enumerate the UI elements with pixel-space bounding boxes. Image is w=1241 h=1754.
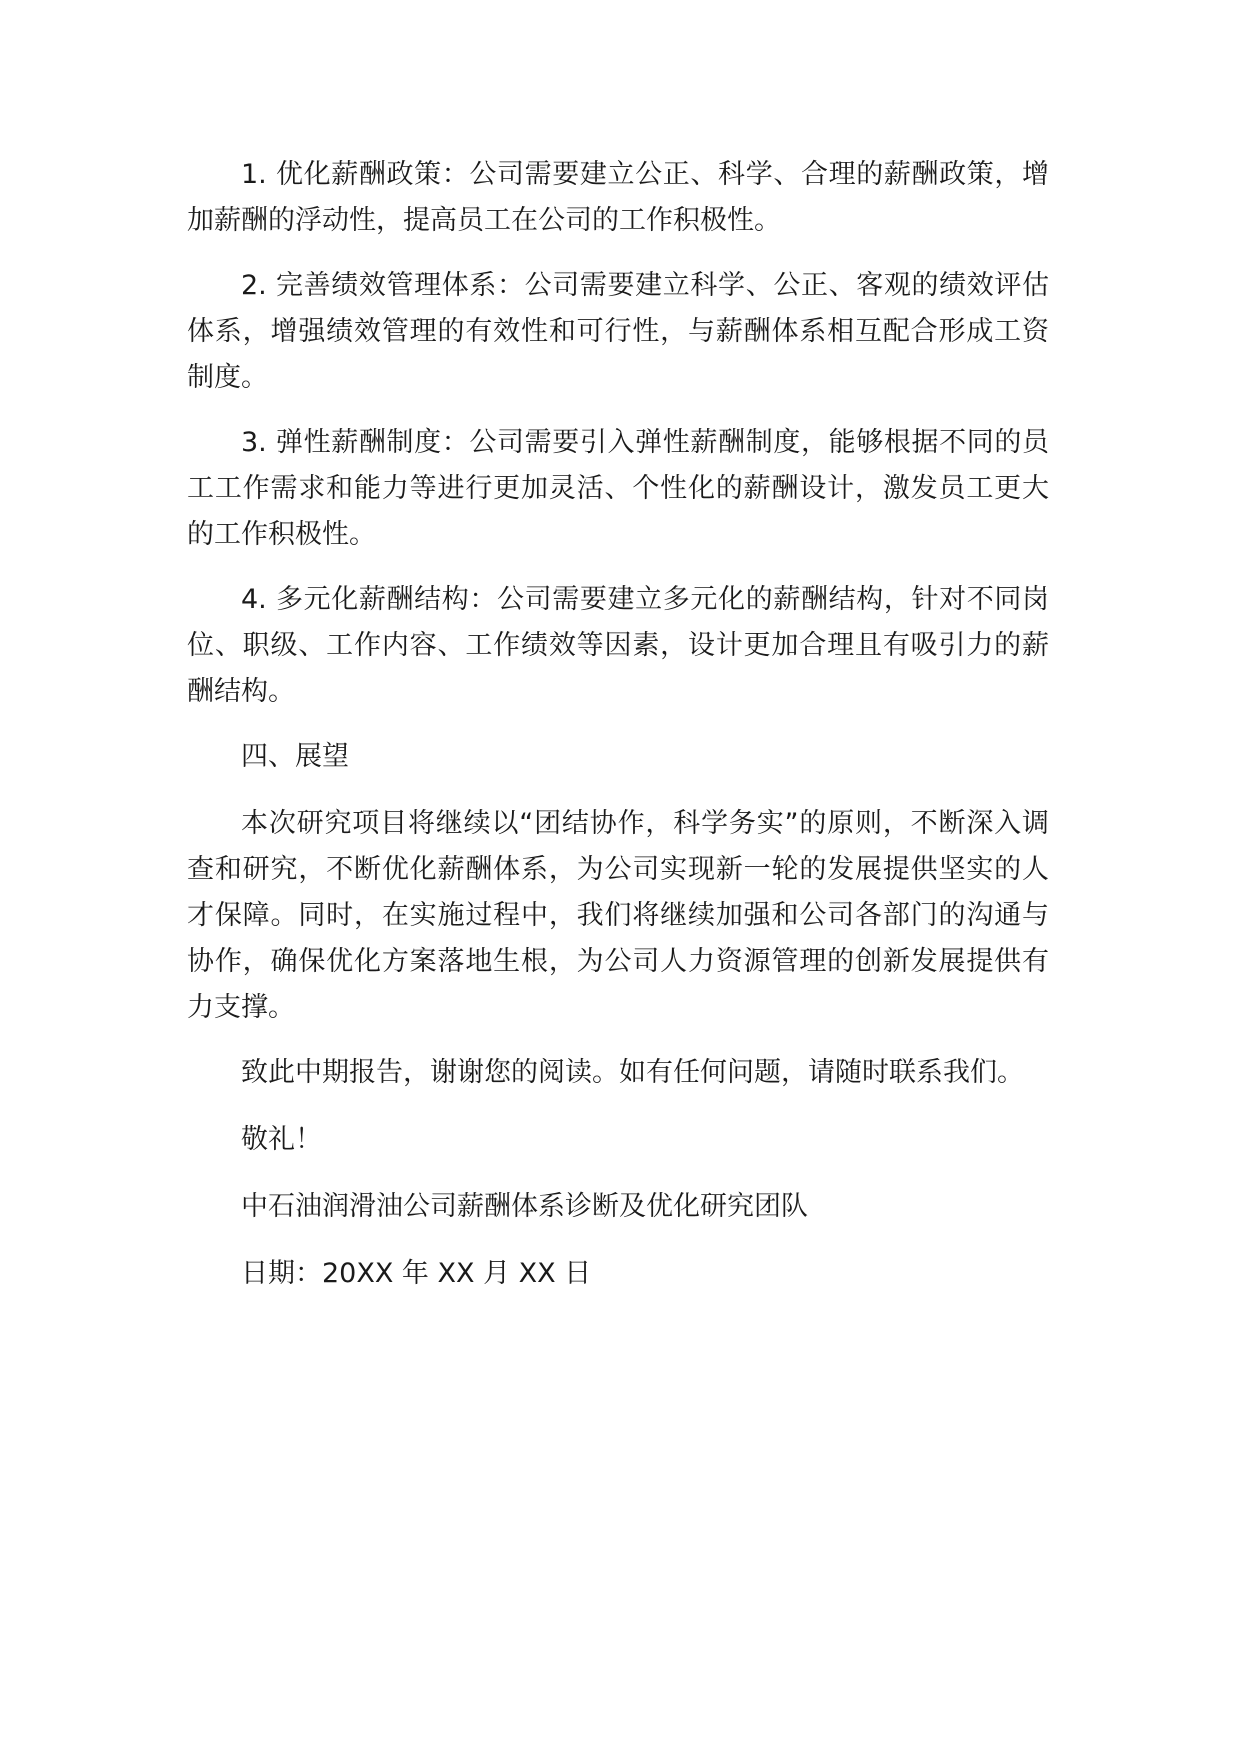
paragraph-flexible-salary: 3. 弹性薪酬制度：公司需要引入弹性薪酬制度，能够根据不同的员工工作需求和能力等进行更加灵活、个性化的薪酬设计，激发员工更大的工作积极性。 [187, 427, 1049, 550]
paragraph-diversified-structure: 4. 多元化薪酬结构：公司需要建立多元化的薪酬结构，针对不同岗位、职级、工作内容、工作绩效等因素，设计更加合理且有吸引力的薪酬结构。 [187, 584, 1049, 707]
paragraph-optimize-salary-policy: 1. 优化薪酬政策：公司需要建立公正、科学、合理的薪酬政策，增加薪酬的浮动性，提高员工在公司的工作积极性。 [187, 159, 1049, 236]
paragraph-outlook: 本次研究项目将继续以“团结协作，科学务实”的原则，不断深入调查和研究，不断优化薪酬体系，为公司实现新一轮的发展提供坚实的人才保障。同时，在实施过程中，我们将继续加强和公司各部门的沟通与协作，确保优化方案落地生根，为公司人力资源管理的创新发展提供有力支撑。 [187, 808, 1049, 1023]
document-body [187, 152, 1049, 1318]
paragraph-performance-management: 2. 完善绩效管理体系：公司需要建立科学、公正、客观的绩效评估体系，增强绩效管理的有效性和可行性，与薪酬体系相互配合形成工资制度。 [187, 270, 1049, 393]
signature-date: 日期：20XX 年 XX 月 XX 日 [241, 1258, 592, 1289]
section-heading-outlook: 四、展望 [241, 741, 349, 772]
salutation: 敬礼！ [241, 1124, 322, 1155]
signature-team: 中石油润滑油公司薪酬体系诊断及优化研究团队 [241, 1191, 808, 1222]
paragraph-closing: 致此中期报告，谢谢您的阅读。如有任何问题，请随时联系我们。 [241, 1057, 1024, 1088]
